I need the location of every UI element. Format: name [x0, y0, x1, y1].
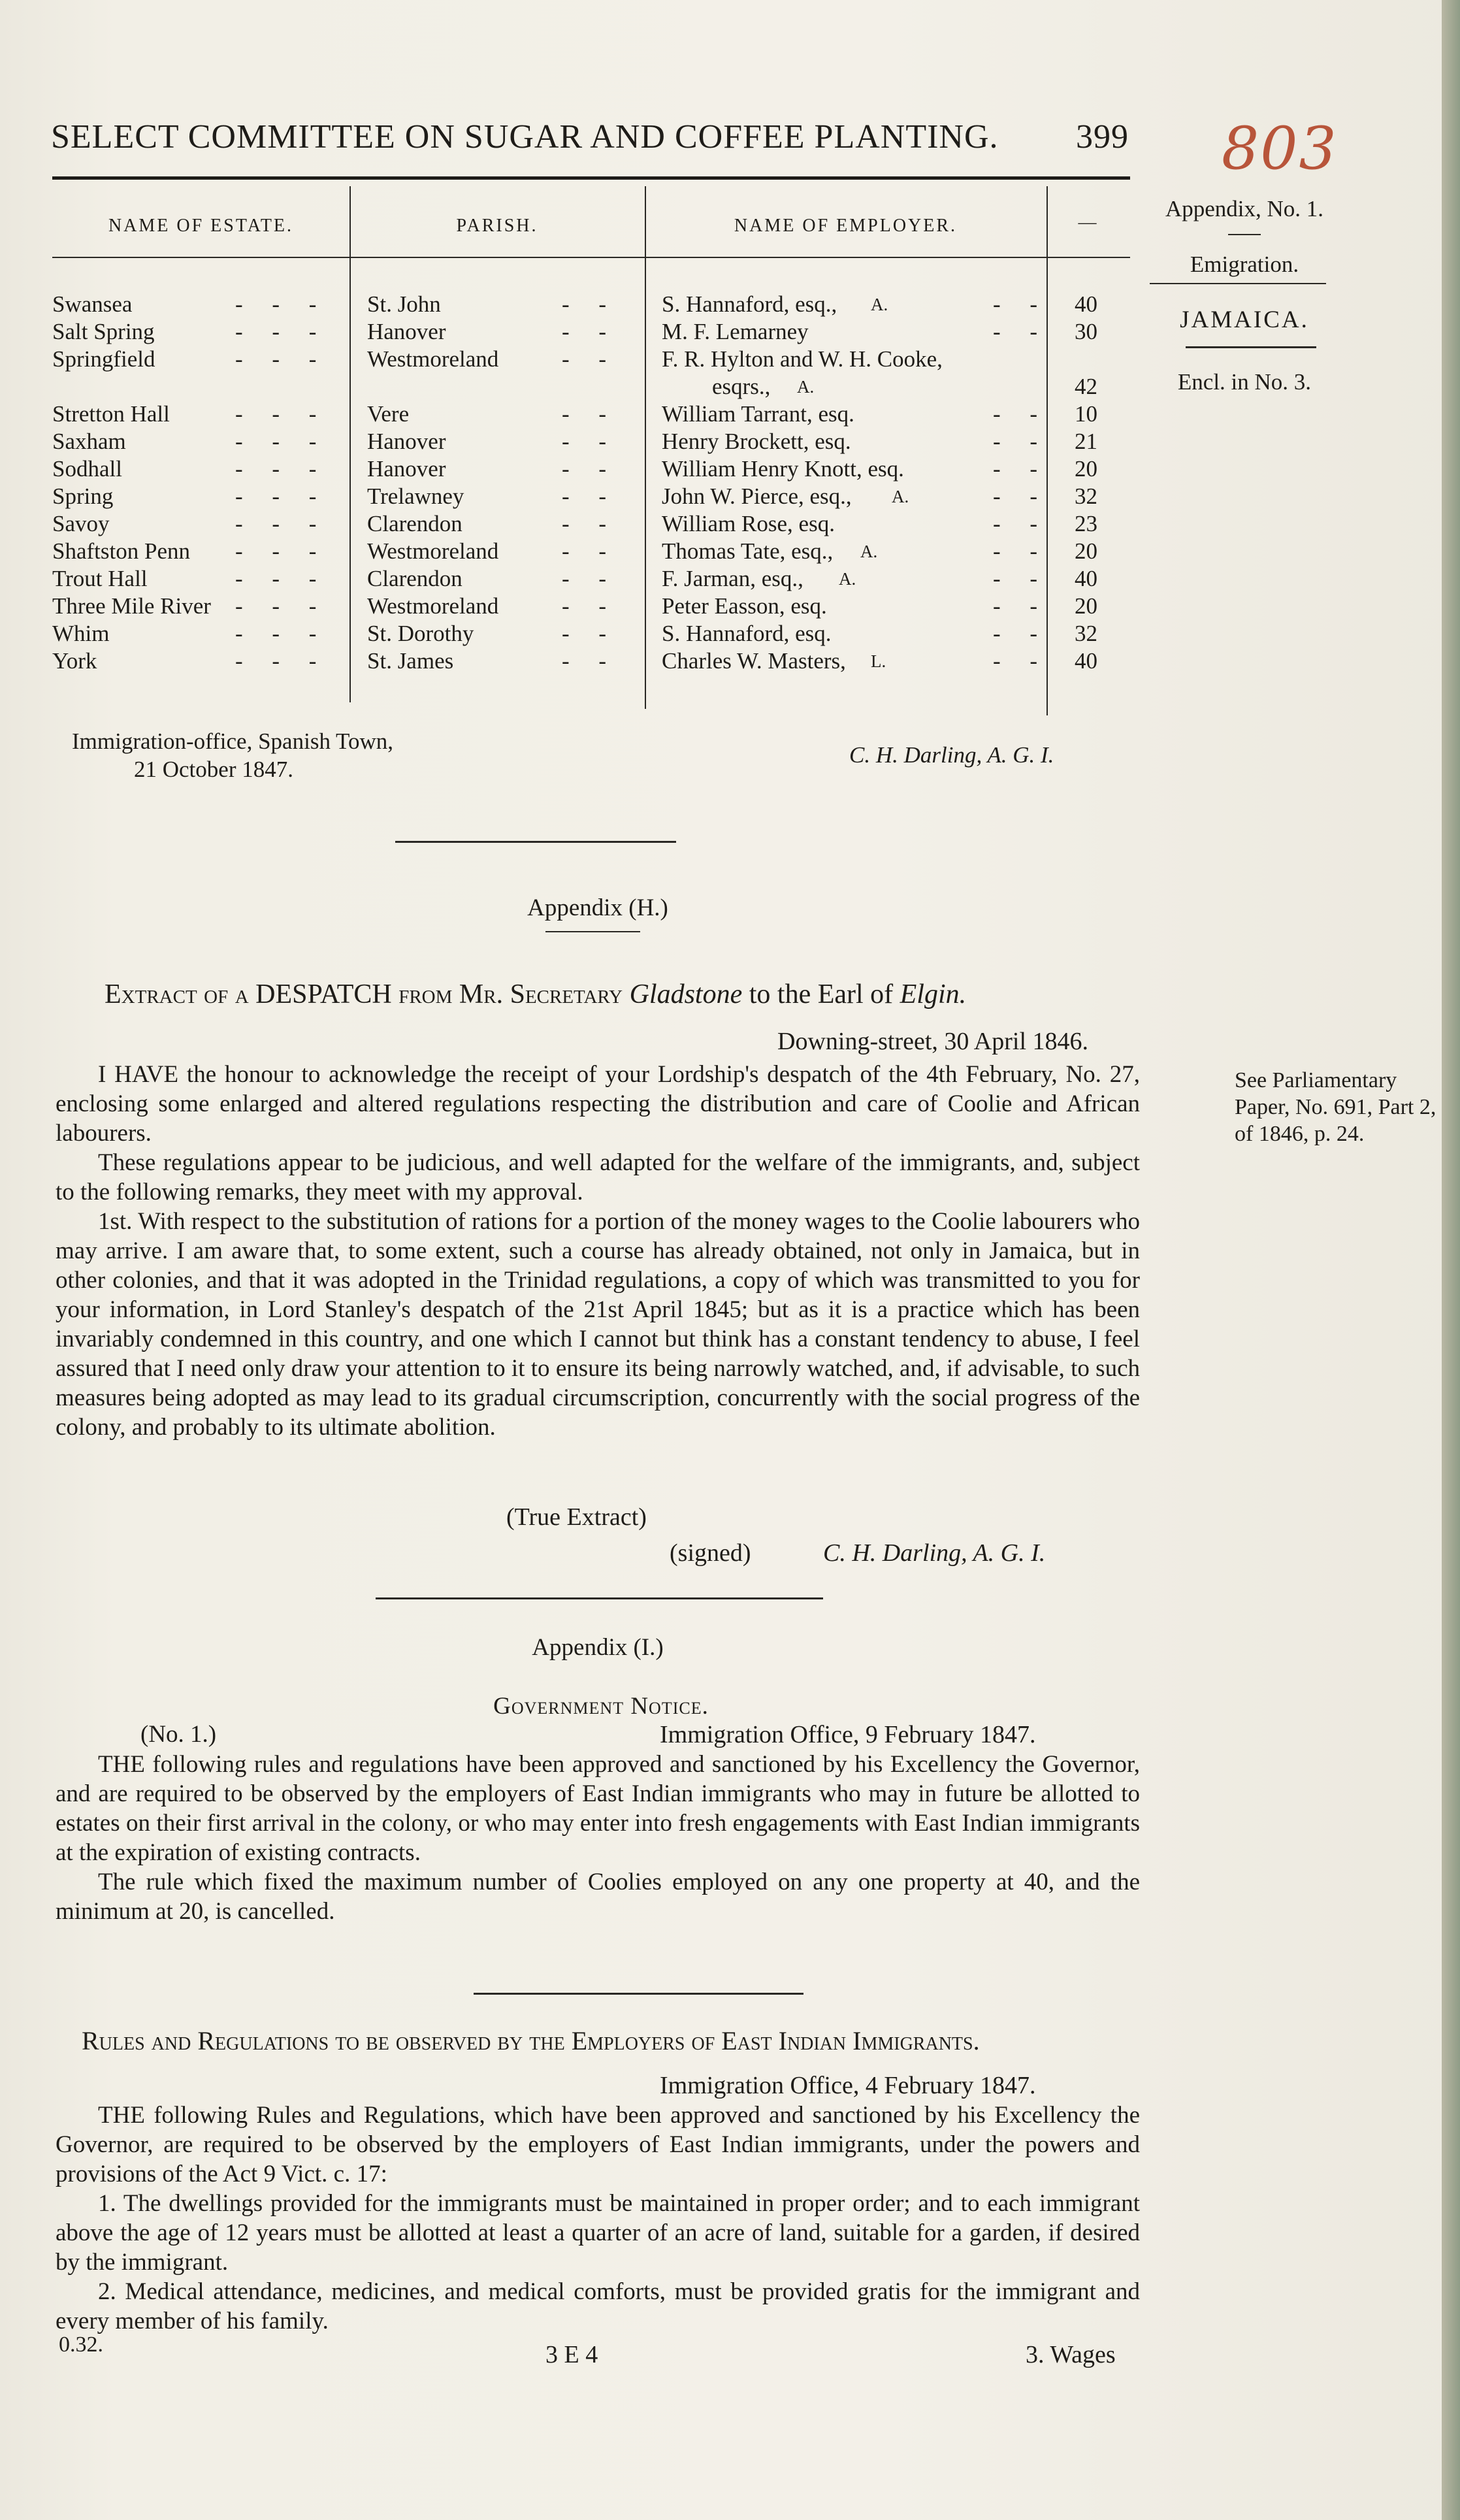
side-rule-2: [1186, 346, 1316, 348]
table-row: [52, 318, 1130, 346]
table-row: [52, 593, 1130, 620]
see-note-text: See Parliamentary Paper, No. 691, Part 2, of 1846, p. 24.: [1235, 1068, 1436, 1146]
signed-label: (signed): [670, 1539, 751, 1567]
cell-employer: F. R. Hylton and W. H. Cooke,: [662, 346, 943, 372]
table-row: [52, 620, 1130, 647]
despatch-signature: C. H. Darling, A. G. I.: [823, 1539, 1046, 1567]
leader-dashes: - -: [562, 291, 619, 317]
cell-employer-suffix: L.: [871, 651, 886, 671]
cell-estate: Whim: [52, 621, 110, 646]
table-row: [52, 565, 1130, 593]
cell-estate: Stretton Hall: [52, 401, 170, 427]
side-rule-1: [1150, 283, 1326, 284]
leader-dashes: - - -: [235, 566, 329, 591]
cell-count: 42: [1075, 374, 1097, 399]
true-extract: (True Extract): [506, 1503, 647, 1531]
cell-employer-suffix: A.: [860, 542, 878, 561]
cell-count: 32: [1075, 483, 1097, 509]
rules-para-2: 1. The dwellings provided for the immigrants must be maintained in proper order; and to each immigrant above the age of 12 years must be allotted at least a quarter of an acre of land, suitable for a garden, if desired by the immigrant.: [56, 2190, 1140, 2276]
leader-dashes: - -: [562, 538, 619, 564]
cell-employer: William Rose, esq.: [662, 511, 835, 536]
cell-parish: Clarendon: [367, 511, 462, 536]
cell-employer: Henry Brockett, esq.: [662, 429, 851, 454]
cell-estate: Savoy: [52, 511, 110, 536]
cell-parish: Hanover: [367, 456, 446, 482]
notice-para-1: THE following rules and regulations have been approved and sanctioned by his Excellency the Governor, and are required to be observed by the employers of East Indian immigrants who may in future be allotted to estates on their first arrival in the colony, or who may enter into fresh engagements with East Indian immigrants at the expiration of existing contracts.: [56, 1751, 1140, 1866]
header-rule: [52, 176, 1130, 180]
rules-body: [56, 2101, 1140, 2336]
cell-parish: St. Dorothy: [367, 621, 474, 646]
cell-employer: William Henry Knott, esq.: [662, 456, 904, 482]
leader-dashes: - -: [562, 483, 619, 509]
rules-dateline: Immigration Office, 4 February 1847.: [660, 2072, 1036, 2099]
leader-dashes: - -: [993, 483, 1050, 509]
government-notice-title: Government Notice.: [493, 1693, 709, 1720]
cell-employer: William Tarrant, esq.: [662, 401, 854, 427]
cell-count: 10: [1075, 401, 1097, 427]
col-header-estate: NAME OF ESTATE.: [108, 216, 294, 236]
leader-dashes: - -: [562, 429, 619, 454]
cell-employer: F. Jarman, esq.,: [662, 566, 803, 591]
cell-count: 20: [1075, 593, 1097, 619]
leader-dashes: - -: [993, 401, 1050, 427]
leader-dashes: - -: [562, 401, 619, 427]
cell-estate: Springfield: [52, 346, 155, 372]
cell-estate: Three Mile River: [52, 593, 211, 619]
notice-dateline: Immigration Office, 9 February 1847.: [660, 1721, 1036, 1748]
rules-title: Rules and Regulations to be observed by the Employers of East Indian Immigrants.: [82, 2026, 980, 2055]
leader-dashes: - - -: [235, 456, 329, 482]
leader-dashes: - -: [993, 566, 1050, 591]
cell-employer: Peter Easson, esq.: [662, 593, 827, 619]
cell-parish: Vere: [367, 401, 410, 427]
despatch-para-2: These regulations appear to be judicious, and well adapted for the welfare of the immigrants, and, subject to the following remarks, they meet with my approval.: [56, 1149, 1140, 1205]
cell-employer: John W. Pierce, esq.,: [662, 483, 852, 509]
side-section: Emigration.: [1190, 252, 1299, 277]
leader-dashes: - -: [562, 621, 619, 646]
leader-dashes: - - -: [235, 621, 329, 646]
cell-employer: S. Hannaford, esq.: [662, 621, 832, 646]
cell-parish: Hanover: [367, 429, 446, 454]
despatch-dateline: Downing-street, 30 April 1846.: [777, 1028, 1089, 1055]
rules-para-1: THE following Rules and Regulations, which have been approved and sanctioned by his Excellency the Governor, are required to be observed by the employers of East Indian immigrants, under the powers and provisions of the Act 9 Vict. c. 17:: [56, 2102, 1140, 2187]
leader-dashes: - -: [993, 456, 1050, 482]
cell-employer-suffix: A.: [797, 377, 815, 397]
despatch-para-3: 1st. With respect to the substitution of rations for a portion of the money wages to the Coolie labourers who may arrive. I am aware that, to some extent, such a course has already obtained, not only in Jamaica, but in other colonies, and that it was adopted in the Trinidad regulations, a copy of which was transmitted to you for your information, in Lord Stanley's despatch of the 21st April 1845; but as it is a practice which has been invariably condemned in this country, and one which I cannot but think has a constant tendency to abuse, I feel assured that I need only draw your attention to it to ensure its being narrowly watched, and, if advisable, to such measures being adopted as may lead to its gradual circumscription, concurrently with the social progress of the colony, and probably to its ultimate abolition.: [56, 1208, 1140, 1441]
section-rule-2: [376, 1597, 823, 1599]
col-header-parish: PARISH.: [456, 216, 538, 236]
leader-dashes: - -: [993, 429, 1050, 454]
cell-estate: Spring: [52, 483, 114, 509]
leader-dashes: - -: [562, 456, 619, 482]
despatch-body: [56, 1060, 1140, 1442]
despatch-para-1: I HAVE the honour to acknowledge the receipt of your Lordship's despatch of the 4th February, No. 27, enclosing some enlarged and altered regulations respecting the distribution and care of Coolie and African labourers.: [56, 1061, 1140, 1147]
table-footer-signature: C. H. Darling, A. G. I.: [849, 742, 1054, 768]
cell-employer: Thomas Tate, esq.,: [662, 538, 834, 564]
cell-count: 20: [1075, 538, 1097, 564]
cell-employer: S. Hannaford, esq.,: [662, 291, 837, 317]
cell-estate: York: [52, 648, 97, 674]
cell-parish: St. John: [367, 291, 441, 317]
notice-body: [56, 1750, 1140, 1926]
cell-parish: Clarendon: [367, 566, 462, 591]
leader-dashes: - - -: [235, 401, 329, 427]
leader-dashes: - - -: [235, 648, 329, 674]
leader-dashes: - -: [562, 319, 619, 344]
section-rule-3: [474, 1993, 803, 1995]
col-header-count: —: [1078, 212, 1099, 233]
cell-parish: Westmoreland: [367, 593, 499, 619]
cell-count: 40: [1075, 648, 1097, 674]
leader-dashes: - - -: [235, 319, 329, 344]
cell-employer-suffix: A.: [839, 569, 856, 589]
doc-number: 0.32.: [59, 2332, 103, 2357]
appendix-h-underline: [545, 931, 640, 932]
despatch-title-prefix: Extract of a DESPATCH from Mr. Secretary: [105, 979, 623, 1009]
leader-dashes: - -: [993, 511, 1050, 536]
catchword: 3. Wages: [1026, 2341, 1116, 2368]
estates-table: [52, 186, 1130, 719]
running-head: [51, 118, 1129, 156]
cell-estate: Shaftston Penn: [52, 538, 190, 564]
table-row: [52, 428, 1130, 455]
table-row: [52, 401, 1130, 428]
leader-dashes: - - -: [235, 346, 329, 372]
despatch-title-mid: to the Earl of: [749, 979, 894, 1009]
table-header-rule: [52, 257, 1130, 258]
leader-dashes: - -: [562, 511, 619, 536]
page-number: 399: [1076, 118, 1129, 155]
leader-dashes: - -: [562, 566, 619, 591]
section-rule-1: [395, 841, 676, 843]
table-row: [52, 291, 1130, 318]
cell-employer-suffix: A.: [892, 487, 909, 506]
cell-estate: Saxham: [52, 429, 126, 454]
page-edge: [1442, 0, 1460, 2520]
leader-dashes: - -: [562, 346, 619, 372]
leader-dashes: - -: [562, 593, 619, 619]
despatch-title-name2: Elgin.: [900, 979, 967, 1009]
table-row: [52, 647, 1130, 675]
cell-count: 32: [1075, 621, 1097, 646]
leader-dashes: - - -: [235, 429, 329, 454]
cell-count: 20: [1075, 456, 1097, 482]
cell-employer-suffix: A.: [871, 295, 888, 314]
appendix-i-heading: Appendix (I.): [532, 1634, 664, 1661]
leader-dashes: - -: [993, 593, 1050, 619]
cell-count: 40: [1075, 566, 1097, 591]
running-title: SELECT COMMITTEE ON SUGAR AND COFFEE PLANTING.: [51, 118, 999, 155]
leader-dashes: - -: [993, 648, 1050, 674]
side-rule-small: [1228, 234, 1261, 235]
leader-dashes: - - -: [235, 291, 329, 317]
table-footer-date: 21 October 1847.: [134, 757, 293, 782]
cell-estate: Swansea: [52, 291, 133, 317]
cell-estate: Sodhall: [52, 456, 122, 482]
cell-parish: Trelawney: [367, 483, 464, 509]
col-header-employer: NAME OF EMPLOYER.: [734, 216, 958, 236]
leader-dashes: - -: [993, 291, 1050, 317]
leader-dashes: - - -: [235, 483, 329, 509]
table-footer-place: Immigration-office, Spanish Town,: [72, 728, 394, 754]
despatch-title: [105, 979, 966, 1010]
side-appendix: Appendix, No. 1.: [1165, 196, 1324, 221]
side-colony: JAMAICA.: [1180, 306, 1309, 333]
table-row: [52, 455, 1130, 483]
cell-count: 40: [1075, 291, 1097, 317]
notice-number: (No. 1.): [140, 1721, 217, 1748]
leader-dashes: - -: [993, 621, 1050, 646]
cell-parish: St. James: [367, 648, 454, 674]
leader-dashes: - - -: [235, 593, 329, 619]
table-row: [52, 538, 1130, 565]
cell-estate: Salt Spring: [52, 319, 155, 344]
rules-para-3: 2. Medical attendance, medicines, and medical comforts, must be provided gratis for the immigrant and every member of his family.: [56, 2278, 1140, 2334]
cell-count: 30: [1075, 319, 1097, 344]
cell-estate: Trout Hall: [52, 566, 148, 591]
leader-dashes: - - -: [235, 538, 329, 564]
leader-dashes: - - -: [235, 511, 329, 536]
despatch-title-name1: Gladstone: [629, 979, 743, 1009]
cell-count: 21: [1075, 429, 1097, 454]
see-parliamentary-note: [1235, 1067, 1437, 1147]
notice-para-2: The rule which fixed the maximum number of Coolies employed on any one property at 40, and the minimum at 20, is cancelled.: [56, 1869, 1140, 1925]
leader-dashes: - -: [993, 538, 1050, 564]
cell-parish: Westmoreland: [367, 346, 499, 372]
signature-mark: 3 E 4: [545, 2341, 598, 2368]
appendix-h-heading: Appendix (H.): [527, 894, 668, 921]
cell-employer: M. F. Lemarney: [662, 319, 809, 344]
table-row: [52, 346, 1130, 399]
cell-employer-cont: esqrs.,: [712, 374, 771, 399]
handwritten-folio: 803: [1222, 114, 1338, 183]
cell-employer: Charles W. Masters,: [662, 648, 846, 674]
leader-dashes: - -: [993, 319, 1050, 344]
leader-dashes: - -: [562, 648, 619, 674]
table-row: [52, 510, 1130, 538]
cell-parish: Hanover: [367, 319, 446, 344]
side-enclosure: Encl. in No. 3.: [1177, 369, 1312, 395]
cell-parish: Westmoreland: [367, 538, 499, 564]
cell-count: 23: [1075, 511, 1097, 536]
table-row: [52, 483, 1130, 510]
